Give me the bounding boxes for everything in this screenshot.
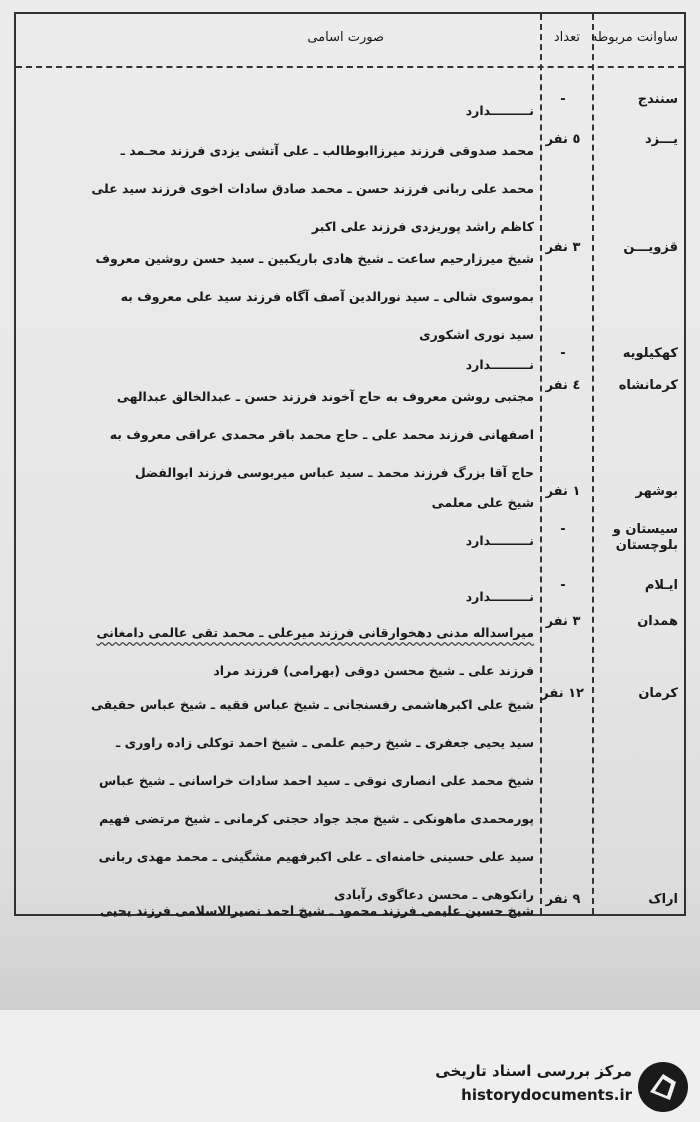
province-cell: اراک <box>648 892 678 907</box>
names-line: سید نوری اشکوری <box>419 327 534 342</box>
names-line: بموسوی شالی ـ سید نورالدین آصف آگاه فرزند سید علی معروف به <box>120 289 534 304</box>
names-line: اصفهانی فرزند محمد علی ـ حاج محمد باقر محمدی عراقی معروف به <box>109 427 534 442</box>
count-cell: - <box>560 346 566 361</box>
column-divider <box>540 14 542 914</box>
names-line: رانکوهی ـ محسن دعاگوی رآبادی <box>334 887 534 902</box>
header-count: تعداد <box>553 30 580 45</box>
names-cell <box>20 132 534 246</box>
names-line: شیخ حسین علیمی فرزند محمود ـ شیخ احمد نصیرالاسلامی فرزند یحیی <box>100 903 534 918</box>
names-cell <box>20 240 534 354</box>
count-cell: ٣ نفر <box>545 614 581 629</box>
count-cell: ٥ نفر <box>545 132 581 147</box>
count-cell: ٤ نفر <box>545 378 581 393</box>
archive-logo-icon <box>636 1060 690 1114</box>
header-names: صورت اسامی <box>307 30 384 45</box>
names-line: شیخ محمد علی انصاری نوقی ـ سید احمد سادات خراسانی ـ شیخ عباس <box>99 773 534 788</box>
org-name: مرکز بررسی اسناد تاریخی <box>435 1062 632 1080</box>
names-line: سید علی حسینی خامنه‌ای ـ علی اکبرفهیم مشگینی ـ محمد مهدی ربانی <box>98 849 534 864</box>
names-line: شیخ علی اکبرهاشمی رفسنجانی ـ شیخ عباس فقیه ـ شیخ عباس حقیقی <box>90 697 534 712</box>
names-cell <box>20 614 534 690</box>
names-line: فرزند علی ـ شیخ محسن دوقی (بهرامی) فرزند مراد <box>213 663 534 678</box>
province-cell: قزویـــن <box>623 240 678 255</box>
count-cell: ١ نفر <box>545 484 581 499</box>
province-cell: ایـلام <box>644 578 678 593</box>
province-cell: همدان <box>637 614 678 629</box>
website-url: historydocuments.ir <box>461 1086 632 1104</box>
count-cell: - <box>560 92 566 107</box>
watermark-logo <box>404 1056 694 1116</box>
header-divider <box>16 66 684 68</box>
names-table <box>14 12 686 916</box>
names-line: نـــــــــدارد <box>465 533 534 548</box>
count-cell: - <box>560 522 566 537</box>
names-cell <box>20 484 534 522</box>
header-province: ساوانت مربوطه <box>590 30 678 45</box>
names-line: نـــــــــدارد <box>465 103 534 118</box>
names-cell <box>20 522 534 560</box>
names-cell <box>20 578 534 616</box>
province-cell: سنندج <box>637 92 678 107</box>
names-line: کاظم راشد پوریزدی فرزند علی اکبر <box>311 219 534 234</box>
column-divider <box>592 14 594 914</box>
names-cell <box>20 378 534 492</box>
names-cell <box>20 892 534 930</box>
province-cell: یـــزد <box>645 132 678 147</box>
count-cell: ٣ نفر <box>545 240 581 255</box>
names-line: محمد صدوقی فرزند میرزاابوطالب ـ علی آتشی یزدی فرزند محـمد ـ <box>120 143 534 158</box>
province-cell: سیستان و بلوچستان <box>612 522 678 553</box>
names-line: شیخ علی معلمی <box>431 495 534 510</box>
count-cell: ٩ نفر <box>545 892 581 907</box>
province-cell: کرمان <box>638 686 678 701</box>
names-line: حاج آقا بزرگ فرزند محمد ـ سید عباس میربوسی فرزند ابوالفضل <box>134 465 534 480</box>
names-cell <box>20 686 534 914</box>
names-line: پورمحمدی ماهونکی ـ شیخ مجد جواد حجتی کرمانی ـ شیخ مرتضی فهیم <box>99 811 534 826</box>
names-cell <box>20 92 534 130</box>
names-line: محمد علی ربانی فرزند حسن ـ محمد صادق سادات اخوی فرزند سید علی <box>91 181 534 196</box>
province-cell: بوشهر <box>635 484 678 499</box>
province-cell: کهکیلویه <box>622 346 678 361</box>
count-cell: - <box>560 578 566 593</box>
count-cell: ١٢ نفر <box>541 686 584 701</box>
province-cell: کرمانشاه <box>618 378 678 393</box>
names-line: مجتبی روشن معروف به حاج آخوند فرزند حسن ـ عبدالخالق عبدالهی <box>116 389 534 404</box>
names-line: نـــــــــدارد <box>465 357 534 372</box>
names-line: سید یحیی جعفری ـ شیخ رحیم علمی ـ شیخ احمد توکلی زاده راوری ـ <box>116 735 534 750</box>
names-line: نـــــــــدارد <box>465 589 534 604</box>
names-line: شیخ میرزارحیم ساعت ـ شیخ هادی باریکبین ـ سید حسن روشین معروف <box>95 251 534 266</box>
names-line: میراسداله مدنی دهخوارقانی فرزند میرعلی ـ محمد تقی عالمی دامغانی <box>96 625 534 640</box>
